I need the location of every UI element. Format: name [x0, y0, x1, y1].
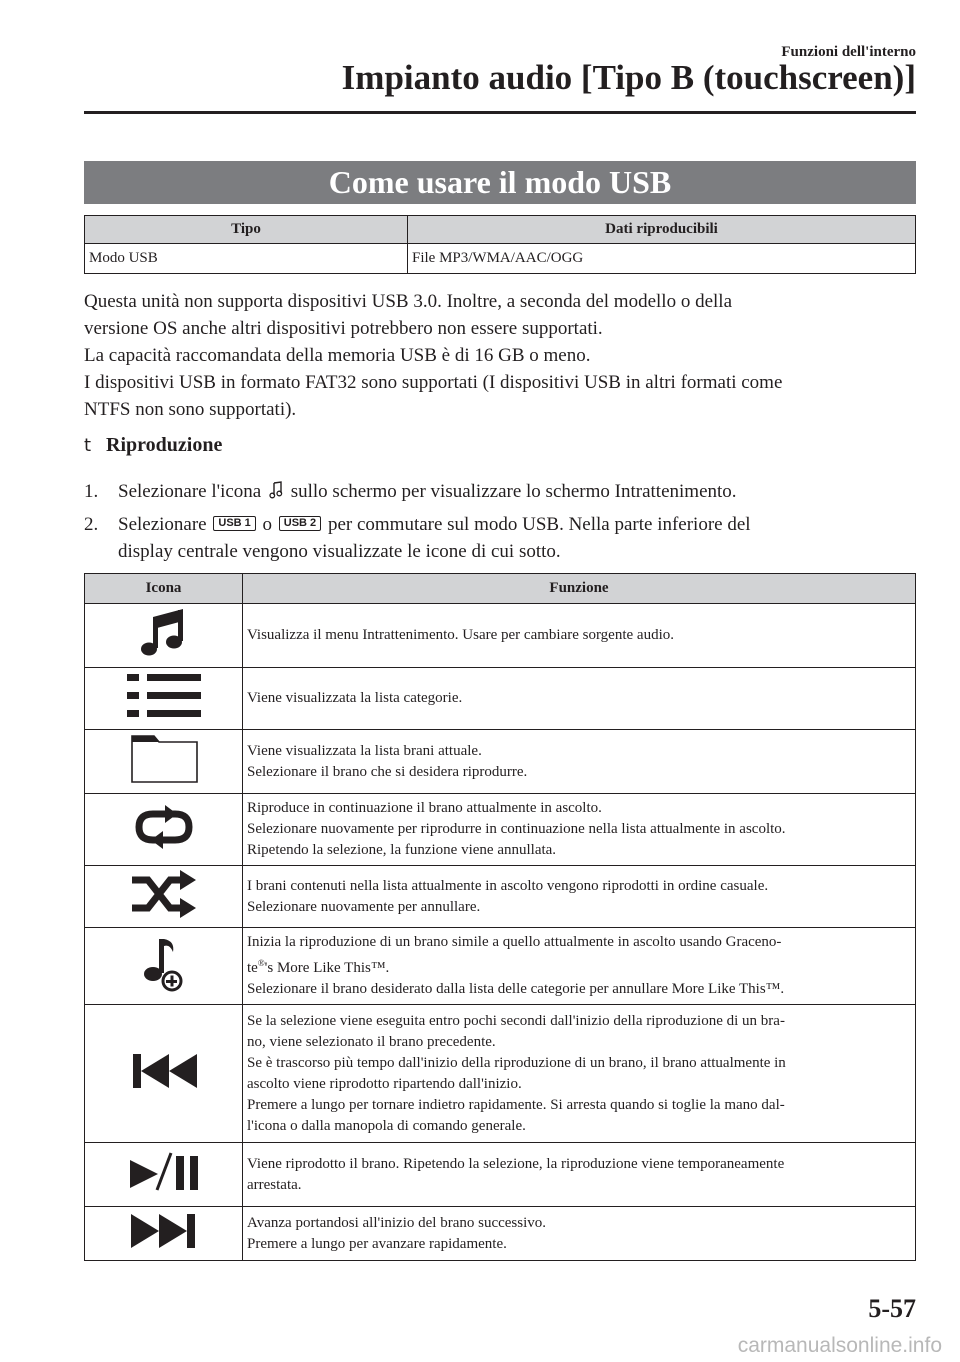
function-text: Selezionare il brano che si desidera riprodurre.: [247, 763, 528, 780]
icon-table-header: [85, 574, 916, 604]
shuffle-icon: [128, 870, 200, 918]
table-row: [85, 794, 916, 866]
step-text: sullo schermo per visualizzare lo schermo Intrattenimento.: [290, 481, 737, 502]
usb1-button: USB 1: [213, 516, 255, 531]
step-1: [84, 478, 751, 507]
more-like-this-icon: [139, 936, 189, 992]
icon-header-cell: Icona: [85, 574, 243, 604]
function-text: Visualizza il menu Intrattenimento. Usare per cambiare sorgente audio.: [247, 627, 674, 643]
function-text: Se è trascorso più tempo dall'inizio della riproduzione di un brano, il brano attualmente in: [247, 1054, 786, 1071]
repeat-icon: [129, 805, 199, 849]
previous-track-icon: [129, 1051, 199, 1091]
function-text: Inizia la riproduzione di un brano simile a quello attualmente in ascolto usando Graceno-: [247, 934, 782, 950]
type-table: [84, 215, 916, 274]
function-text: arrestata.: [247, 1176, 302, 1193]
data-header-cell: Dati riproducibili: [408, 216, 916, 244]
section-banner: Come usare il modo USB: [84, 161, 916, 204]
page-number: 5-57: [868, 1294, 916, 1323]
function-text: no, viene selezionato il brano precedente.: [247, 1033, 496, 1050]
table-row: [85, 604, 916, 668]
step-2: [84, 511, 751, 565]
data-cell: File MP3/WMA/AAC/OGG: [408, 244, 916, 274]
function-text: I brani contenuti nella lista attualmente in ascolto vengono riprodotti in ordine casuale.: [247, 877, 769, 894]
function-text: Ripetendo la selezione, la funzione viene annullata.: [247, 842, 557, 858]
watermark: carmanualsonline.info: [737, 1334, 942, 1357]
page-title: Impianto audio [Tipo B (touchscreen)]: [341, 58, 916, 97]
function-text: Premere a lungo per avanzare rapidamente.: [247, 1235, 507, 1252]
function-text: Selezionare il brano desiderato dalla lista delle categorie per annullare More Like This™.: [247, 981, 785, 997]
section-heading: [84, 434, 222, 457]
table-row: [85, 244, 916, 274]
function-text: ascolto viene riprodotto ripartendo dall'inizio.: [247, 1075, 522, 1092]
intro-line: I dispositivi USB in formato FAT32 sono supportati (I dispositivi USB in altri formati come: [84, 372, 783, 393]
step-number: 2.: [84, 514, 99, 535]
table-row: [85, 1005, 916, 1143]
next-track-icon: [129, 1211, 199, 1251]
table-row: [85, 1143, 916, 1207]
category-list-icon: [124, 671, 204, 721]
function-text: Premere a lungo per tornare indietro rapidamente. Si arresta quando si toglie la mano dal-: [247, 1096, 785, 1113]
intro-line: versione OS anche altri dispositivi potrebbero non essere supportati.: [84, 318, 603, 339]
music-note-icon: [134, 606, 194, 660]
step-text: display centrale vengono visualizzate le icone di cui sotto.: [118, 541, 561, 562]
function-header-cell: Funzione: [243, 574, 916, 604]
play-pause-icon: [124, 1150, 204, 1194]
section-title: Riproduzione: [106, 434, 223, 456]
step-text: o: [262, 514, 273, 535]
function-text: Selezionare nuovamente per annullare.: [247, 898, 481, 915]
intro-line: Questa unità non supporta dispositivi USB 3.0. Inoltre, a seconda del modello o della: [84, 291, 733, 312]
function-text: Viene visualizzata la lista brani attuale.: [247, 742, 482, 759]
type-table-header: [85, 216, 916, 244]
intro-paragraph: [84, 288, 924, 423]
chapter-label: Funzioni dell'interno: [781, 44, 916, 60]
function-text: te®'s More Like This™.: [247, 958, 390, 976]
function-text: Viene riprodotto il brano. Ripetendo la selezione, la riproduzione viene temporaneamente: [247, 1155, 785, 1172]
function-text: Selezionare nuovamente per riprodurre in continuazione nella lista attualmente in ascolto.: [247, 821, 786, 837]
table-row: [85, 928, 916, 1005]
type-cell: Modo USB: [85, 244, 408, 274]
header-rule: [84, 111, 916, 114]
intro-line: NTFS non sono supportati).: [84, 399, 297, 420]
intro-line: La capacità raccomandata della memoria USB è di 16 GB o meno.: [84, 345, 591, 366]
step-text: Selezionare: [118, 514, 207, 535]
usb2-button: USB 2: [279, 516, 321, 531]
step-text: per commutare sul modo USB. Nella parte inferiore del: [327, 514, 751, 535]
function-text: Se la selezione viene eseguita entro pochi secondi dall'inizio della riproduzione di un bra-: [247, 1012, 785, 1029]
steps-list: [84, 478, 751, 565]
table-row: [85, 730, 916, 794]
section-marker: t: [84, 435, 92, 456]
table-row: [85, 866, 916, 928]
step-number: 1.: [84, 481, 99, 502]
step-text: Selezionare l'icona: [118, 481, 262, 502]
function-text: l'icona o dalla manopola di comando generale.: [247, 1117, 526, 1134]
function-text: Riproduce in continuazione il brano attualmente in ascolto.: [247, 800, 602, 816]
function-text: Viene visualizzata la lista categorie.: [247, 690, 463, 706]
icon-table: [84, 573, 916, 1261]
type-header-cell: Tipo: [85, 216, 408, 244]
function-text: Avanza portandosi all'inizio del brano successivo.: [247, 1214, 547, 1231]
table-row: [85, 668, 916, 730]
table-row: [85, 1207, 916, 1261]
music-note-icon: [269, 480, 283, 507]
folder-icon: [127, 733, 201, 785]
